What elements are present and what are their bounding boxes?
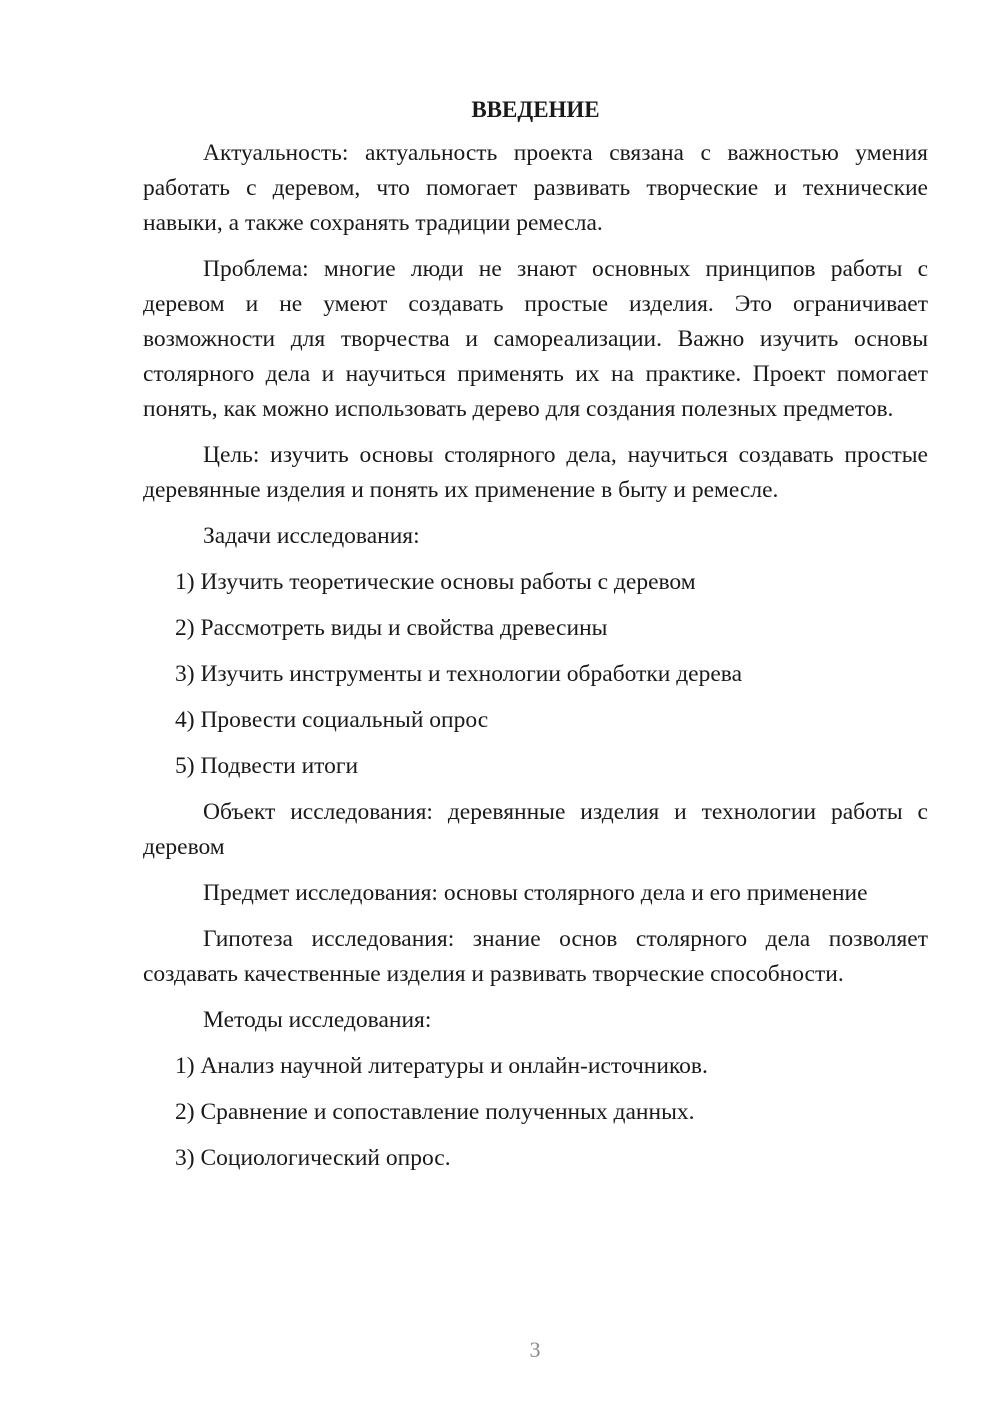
list-item: 3) Изучить инструменты и технологии обработки дерева (175, 661, 743, 687)
section-heading: ВВЕДЕНИЕ (471, 97, 600, 122)
relevance-paragraph: Актуальность: актуальность проекта связана с важностью умения работать с деревом, что помогает развивать творческие и технические навыки, а также сохранять традиции ремесла. (143, 140, 928, 236)
list-item: 1) Анализ научной литературы и онлайн-источников. (175, 1053, 708, 1079)
list-item: 2) Рассмотреть виды и свойства древесины (175, 615, 608, 641)
methods-title: Методы исследования: (203, 1007, 432, 1033)
problem-paragraph: Проблема: многие люди не знают основных принципов работы с деревом и не умеют создавать простые изделия. Это ограничивает возможности для творчества и самореализации. Важно изучить основы столярного дела и научиться применять их на практике. Проект помогает понять, как можно использовать дерево для создания полезных предметов. (143, 256, 928, 422)
page-number: 3 (529, 1337, 541, 1362)
list-item: 5) Подвести итоги (175, 753, 359, 779)
methods-list (143, 1049, 928, 1176)
list-item: 4) Провести социальный опрос (175, 707, 489, 733)
tasks-title: Задачи исследования: (203, 523, 420, 549)
list-item: 2) Сравнение и сопоставление полученных данных. (175, 1099, 695, 1125)
tasks-list (143, 565, 928, 784)
list-item: 3) Социологический опрос. (175, 1145, 451, 1171)
object-paragraph: Объект исследования: деревянные изделия и технологии работы с деревом (143, 799, 928, 860)
subject-paragraph: Предмет исследования: основы столярного дела и его применение (203, 880, 868, 906)
hypothesis-paragraph: Гипотеза исследования: знание основ столярного дела позволяет создавать качественные изделия и развивать творческие способности. (143, 926, 928, 987)
goal-paragraph: Цель: изучить основы столярного дела, научиться создавать простые деревянные изделия и понять их применение в быту и ремесле. (143, 442, 928, 503)
list-item: 1) Изучить теоретические основы работы с деревом (175, 569, 696, 595)
page-content (143, 92, 928, 1187)
